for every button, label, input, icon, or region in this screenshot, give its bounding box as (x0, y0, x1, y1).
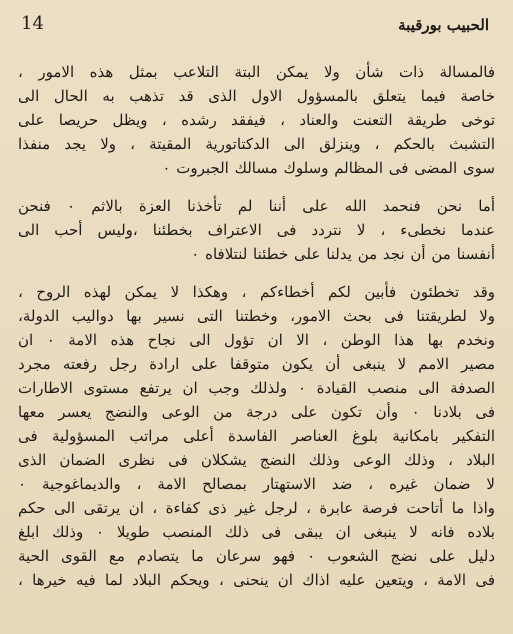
text-line: بلاده فانه لا ينبغى ان يبقى فى ذلك المنصب طويلا ٠ وذلك ابلغ (18, 523, 495, 541)
text-line: فى الامة ، ويتعين عليه اذاك ان ينحنى ، ويحكم البلاد لما فيه خيرها ، (18, 571, 495, 589)
text-line: توخى طريقة التعنت والعناد ، فيفقد رشده ، ويظل حريصا على (18, 111, 495, 129)
text-line: سوى المضى فى المظالم وسلوك مسالك الجبروت ٠ (162, 159, 495, 177)
text-line: فالمسالة ذات شأن ولا يمكن البتة التلاعب بمثل هذه الامور ، (18, 63, 495, 81)
text-line: عندما نخطىء ، لا نتردد فى الاعتراف بخطئنا ،وليس أحب الى (18, 221, 495, 239)
text-line: فى بلادنا ٠ وأن تكون على درجة من الوعى والنضج يعسر معها (18, 403, 495, 421)
text-line: التفكير بامكانية بلوغ العناصر الفاسدة أعلى مراتب المسؤولية فى (18, 427, 495, 445)
text-line: ونخدم بها هذا الوطن ، الا ان تؤول الى نجاح هذه الامة ٠ ان (18, 331, 495, 349)
text-line: مصير الامم لا ينبغى أن يكون متوقفا على ارادة رجل رفعته مجرد (18, 355, 495, 373)
text-line: واذا ما أتاحت فرصة عابرة ، لرجل غير ذى كفاءة ، ان يرتقى الى حكم (18, 499, 495, 517)
body-text (18, 60, 495, 626)
paragraph (18, 194, 495, 266)
paragraph (18, 280, 495, 592)
text-line: وقد تخطئون فأبين لكم أخطاءكم ، وهكذا لا يمكن لهذه الروح ، (18, 283, 495, 301)
text-line: التشبث بالحكم ، وينزلق الى الدكتاتورية المقيتة ، ولا يجد منفذا (18, 135, 495, 153)
paragraph (18, 60, 495, 180)
text-line: الصدفة الى منصب القيادة ٠ ولذلك وجب ان يرتفع مستوى الاطارات (18, 379, 495, 397)
text-line: أما نحن فنحمد الله على أننا لم تأخذنا العزة بالاثم ٠ فنحن (18, 197, 495, 215)
text-line: لا ضمان غيره ، ضد الاستهتار بمصالح الامة ، والديماغوجية ٠ (18, 475, 495, 493)
text-line: البلاد ، وذلك الوعى وذلك النضج يشكلان فى نظرى الضمان الذى (18, 451, 495, 469)
text-line: ولا لطريقتنا فى بحث الامور، وخطتنا التى نسير بها دواليب الدولة، (18, 307, 495, 325)
text-line: خاصة فيما يتعلق بالمسؤول الاول الذى قد تذهب به الحال الى (18, 87, 495, 105)
page-header (0, 8, 513, 38)
text-line: دليل على نضج الشعوب ٠ فهو سرعان ما يتصادم مع القوى الحية (18, 547, 495, 565)
running-title: الحبيب بورقيبة (398, 16, 489, 34)
text-line: أنفسنا من أن نجد من يدلنا على خطئنا لنتلافاه ٠ (191, 245, 495, 263)
page-number: 14 (21, 13, 44, 34)
